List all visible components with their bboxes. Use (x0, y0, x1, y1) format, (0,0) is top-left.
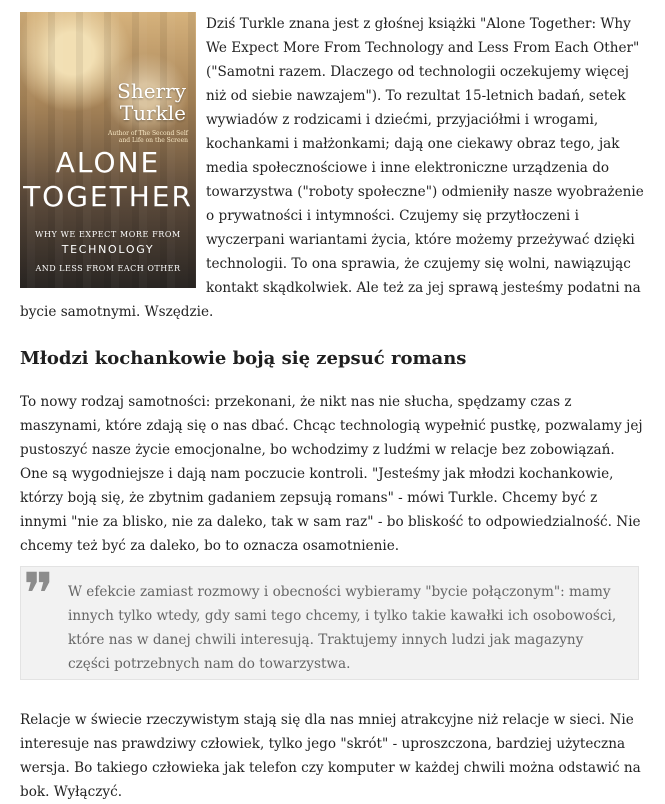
cover-subtitle-line-3: AND LESS FROM EACH OTHER (35, 264, 181, 273)
paragraph-3: Relacje w świecie rzeczywistym stają się dla nas mniej atrakcyjne niż relacje w sieci. Nie interesuje nas prawdziwy człowiek, tylko jego "skrót" - uproszczona, bardziej użyteczna wersja. Bo takiego człowieka jak telefon czy komputer w każdej chwili można odstawić na bok. Wyłączyć. (20, 712, 641, 800)
quote-text: W efekcie zamiast rozmowy i obecności wybieramy "bycie połączonym": mamy innych tylko wtedy, gdy sami tego chcemy, i tylko takie kawałki ich osobowości, które nas w danej chwili interesują. Traktujemy innych ludzi jak magazyny części potrzebnych nam do towarzystwa. (68, 584, 617, 672)
cover-author: Sherry Turkle (117, 79, 186, 125)
book-cover-image (20, 12, 196, 288)
intro-paragraph: Dziś Turkle znana jest z głośnej książki "Alone Together: Why We Expect More From Technology and Less From Each Other" ("Samotni razem. Dlaczego od technologii oczekujemy więcej niż od siebie nawzajem"). To rezultat 15-letnich badań, setek wywiadów z rodzicami i dziećmi, przyjaciółmi i wrogami, kochankami i małżonkami; dają one ciekawy obraz tego, jak media społecznościowe i inne elektroniczne urządzenia do towarzystwa ("roboty społeczne") odmieniły nasze wyobrażenie o prywatności i intymności. Czujemy się przytłoczeni i wyczerpani wariantami życia, które możemy przeżywać dzięki technologii. To ona sprawia, że czujemy się wolni, nawiązując kontakt skądkolwiek. Ale też za jej sprawą jesteśmy podatni na bycie samotnymi. Wszędzie. (20, 16, 644, 320)
quote-box (20, 560, 639, 680)
quote-icon: ❞ (23, 560, 55, 628)
section-heading: Młodzi kochankowie boją się zepsuć romans (20, 348, 467, 369)
cover-title: ALONE TOGETHER (23, 146, 193, 213)
cover-subtitle-line-2: TECHNOLOGY (61, 243, 155, 256)
intro-section (20, 12, 645, 324)
cover-note: Author of The Second Self and Life on the Screen (108, 130, 188, 144)
cover-subtitle-line-1: WHY WE EXPECT MORE FROM (35, 230, 181, 239)
paragraph-2: To nowy rodzaj samotności: przekonani, że nikt nas nie słucha, spędzamy czas z maszynami, które zdają się o nas dbać. Chcąc technologią wypełnić pustkę, pozwalamy jej pustoszyć nasze życie emocjonalne, bo wchodzimy z ludźmi w relacje bez zobowiązań. One są wygodniejsze i dają nam poczucie kontroli. "Jesteśmy jak młodzi kochankowie, którzy boją się, że zbytnim gadaniem zepsują romans" - mówi Turkle. Chcemy być z innymi "nie za blisko, nie za daleko, tak w sam raz" - bo bliskość to odpowiedzialność. Nie chcemy też być za daleko, bo to oznacza osamotnienie. (20, 394, 643, 554)
